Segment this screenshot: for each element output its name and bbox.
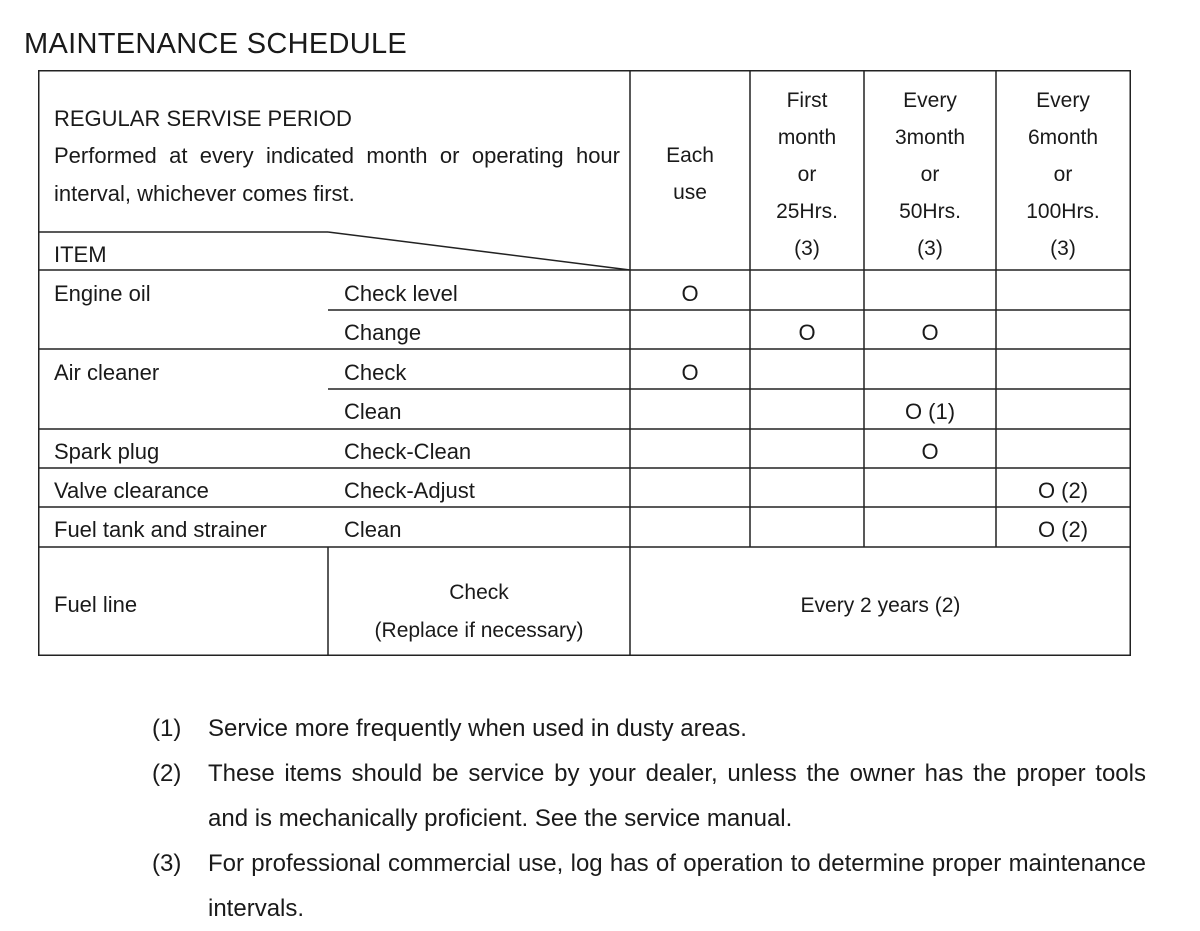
footnotes xyxy=(152,706,1146,931)
column-header-first-month: First month or 25Hrs. (3) xyxy=(776,89,838,260)
footnote-text: For professional commercial use, log has of operation to determine proper maintenance intervals. xyxy=(208,850,1146,922)
footnote-number: (2) xyxy=(152,760,182,787)
interval-mark: O xyxy=(921,320,939,345)
footnote-number: (3) xyxy=(152,850,182,877)
footnote xyxy=(152,706,1146,751)
table-row-item: Air cleaner xyxy=(54,360,160,385)
table-row-action: Change xyxy=(344,320,422,345)
table-row-action: Clean xyxy=(344,399,402,424)
column-header-every-3month: Every 3month or 50Hrs. (3) xyxy=(894,89,966,260)
footnote xyxy=(152,751,1146,841)
table-row-item: Engine oil xyxy=(54,281,151,306)
table-row-action: Check-Adjust xyxy=(344,478,475,503)
maintenance-schedule-table xyxy=(38,70,1131,656)
table-row-item: Valve clearance xyxy=(54,478,209,503)
table-row-action: Check xyxy=(344,360,407,385)
table-row-action: Check level xyxy=(344,281,458,306)
fuel-line-interval: Every 2 years (2) xyxy=(800,594,961,617)
footnote-text: These items should be service by your dealer, unless the owner has the proper tools and is mechanically proficient. See the service manual. xyxy=(208,760,1146,832)
interval-mark: O (1) xyxy=(904,399,956,424)
interval-mark: O (2) xyxy=(1037,517,1089,542)
table-row-item: Spark plug xyxy=(54,439,160,464)
footnote-number: (1) xyxy=(152,715,182,742)
interval-mark: O xyxy=(921,439,939,464)
page-title: MAINTENANCE SCHEDULE xyxy=(24,28,408,60)
regular-service-period-description: Performed at every indicated month or operating hour interval, whichever comes first. xyxy=(54,143,620,206)
table-row-item: Fuel line xyxy=(54,592,138,617)
interval-mark: O xyxy=(798,320,816,345)
interval-mark: O (2) xyxy=(1037,478,1089,503)
footnote xyxy=(152,841,1146,931)
footnote-text: Service more frequently when used in dusty areas. xyxy=(208,715,747,742)
table-row-action: Check-Clean xyxy=(344,439,472,464)
interval-mark: O xyxy=(681,360,699,385)
column-header-every-6month: Every 6month or 100Hrs. (3) xyxy=(1026,89,1100,260)
column-header-each-use: Each use xyxy=(666,144,714,204)
fuel-line-action: Check (Replace if necessary) xyxy=(374,581,584,642)
table-row-item: Fuel tank and strainer xyxy=(54,517,267,542)
item-header: ITEM xyxy=(54,242,107,267)
interval-mark: O xyxy=(681,281,699,306)
regular-service-period-title: REGULAR SERVISE PERIOD xyxy=(54,106,352,131)
table-row-action: Clean xyxy=(344,517,402,542)
